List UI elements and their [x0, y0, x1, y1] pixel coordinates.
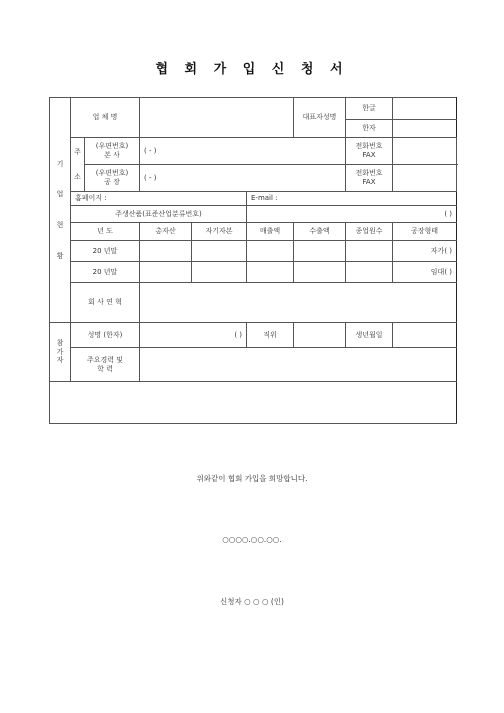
email-field[interactable]	[247, 192, 457, 206]
homepage-field[interactable]	[71, 192, 247, 206]
participant-name-field[interactable]	[140, 323, 247, 348]
email-label: E-mail :	[251, 194, 278, 203]
position-label: 직위	[247, 323, 294, 348]
rep-name-label: 대표자성명	[294, 98, 346, 138]
sales-2[interactable]	[247, 262, 294, 283]
sales-1[interactable]	[247, 241, 294, 262]
rep-hanja-label: 한자	[346, 120, 393, 138]
position-field[interactable]	[294, 323, 346, 348]
homepage-label: 홈페이지 :	[75, 194, 107, 203]
table-row	[50, 241, 457, 262]
birth-field[interactable]	[393, 323, 457, 348]
year-row-1: 20 년말	[71, 241, 140, 262]
equity-2[interactable]	[192, 262, 247, 283]
rep-hangul-field[interactable]	[393, 98, 457, 120]
col-employees: 종업원수	[346, 223, 393, 241]
factory-type-leased[interactable]: 임대( )	[393, 262, 457, 283]
product-field[interactable]	[247, 206, 457, 223]
participant-hanja-field: ( )	[234, 330, 242, 339]
head-office-phone-label: 전화번호 FAX	[346, 138, 393, 165]
birth-label: 생년월일	[346, 323, 393, 348]
rep-hangul-label: 한글	[346, 98, 393, 120]
career-field[interactable]	[140, 348, 457, 382]
col-equity: 자기자본	[192, 223, 247, 241]
exports-1[interactable]	[294, 241, 346, 262]
col-total-assets: 총자산	[140, 223, 192, 241]
section-company-label: 기 업 현 황	[50, 98, 71, 323]
page-title: 협 회 가 입 신 청 서	[155, 62, 349, 77]
history-label: 회 사 연 혁	[71, 283, 140, 323]
head-office-address-field[interactable]	[140, 138, 346, 165]
application-date: ○○○○.○○.○○.	[222, 535, 282, 544]
product-code-field: ( )	[444, 209, 453, 218]
head-office-postal-field: ( - )	[144, 146, 157, 155]
col-sales: 매출액	[247, 223, 294, 241]
address-label: 주 소	[71, 138, 85, 192]
factory-address-field[interactable]	[140, 165, 346, 192]
col-exports: 수출액	[294, 223, 346, 241]
equity-1[interactable]	[192, 241, 247, 262]
factory-phone-field[interactable]	[393, 165, 457, 192]
application-form-table	[49, 97, 457, 424]
company-name-label: 업 체 명	[71, 98, 140, 138]
year-header: 년 도	[71, 223, 140, 241]
employees-1[interactable]	[346, 241, 393, 262]
blank-row[interactable]	[50, 382, 457, 424]
company-name-field[interactable]	[140, 98, 294, 138]
total-assets-1[interactable]	[140, 241, 192, 262]
head-office-phone-field[interactable]	[393, 138, 457, 165]
history-field[interactable]	[140, 283, 457, 323]
factory-phone-label: 전화번호 FAX	[346, 165, 393, 192]
factory-type-owned[interactable]: 자가( )	[393, 241, 457, 262]
career-label: 주요경력 및 학 력	[71, 348, 140, 382]
head-office-label: (우편번호) 본 사	[85, 138, 140, 165]
year-row-2: 20 년말	[71, 262, 140, 283]
employees-2[interactable]	[346, 262, 393, 283]
application-statement: 위와같이 협회 가입을 희망합니다.	[196, 474, 308, 483]
rep-hanja-field[interactable]	[393, 120, 457, 138]
product-label: 주생산품(표준산업분류번호)	[71, 206, 247, 223]
table-row	[50, 262, 457, 283]
participant-name-label: 성명 (한자)	[71, 323, 140, 348]
applicant-signature: 신청자 ○ ○ ○ (인)	[219, 597, 284, 606]
col-factory-type: 공장형태	[393, 223, 457, 241]
factory-postal-field: ( - )	[144, 173, 157, 182]
exports-2[interactable]	[294, 262, 346, 283]
section-participant-label: 참 가 자	[50, 323, 71, 382]
factory-label: (우편번호) 공 장	[85, 165, 140, 192]
total-assets-2[interactable]	[140, 262, 192, 283]
